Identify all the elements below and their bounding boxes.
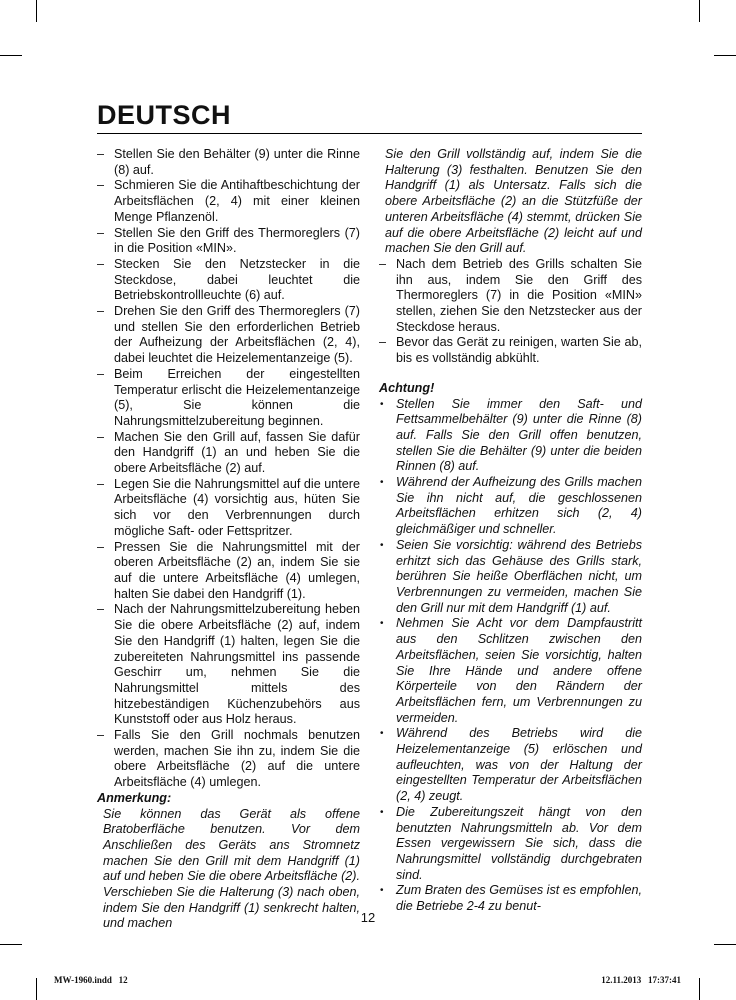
instruction-item: – Bevor das Gerät zu reinigen, warten Sie ab, bis es vollständig abkühlt. [379, 335, 642, 366]
warning-item: • Seien Sie vorsichtig: während des Betriebs erhitzt sich das Gehäuse des Grills stark, berühren Sie heiße Oberflächen nicht, um Verbrennungen zu vermeiden, machen Sie den Grill nur mit dem Handgriff (1) auf. [379, 538, 642, 617]
instruction-item: – Falls Sie den Grill nochmals benutzen werden, machen Sie ihn zu, indem Sie die obere Arbeitsfläche (2) auf die untere Arbeitsfläche (4) umlegen. [97, 728, 360, 791]
instruction-item: – Nach der Nahrungsmittelzubereitung heben Sie die obere Arbeitsfläche (2) auf, indem Sie den Handgriff (1) halten, legen Sie die zubereiteten Nahrungsmittel ins passende Geschirr um, nehmen Sie die Nahrungsmittel mittels des hitzebeständigen Küchenzubehörs aus Kunststoff oder aus Holz heraus. [97, 602, 360, 728]
crop-mark [714, 944, 736, 945]
crop-mark [0, 55, 22, 56]
note-title: Anmerkung: [97, 790, 172, 805]
crop-mark [699, 978, 700, 1000]
instruction-item: – Stellen Sie den Behälter (9) unter die Rinne (8) auf. [97, 147, 360, 178]
instruction-item: – Machen Sie den Grill auf, fassen Sie dafür den Handgriff (1) an und heben Sie die obere Arbeitsfläche (2) auf. [97, 430, 360, 477]
warning-item: • Nehmen Sie Acht vor dem Dampfaustritt aus den Schlitzen zwischen den Arbeitsflächen, seien Sie vorsichtig, halten Sie Ihre Hände und andere offene Körperteile von den Rändern der Arbeitsflächen fern, um Verbrennungen zu vermeiden. [379, 616, 642, 726]
heading-rule [97, 133, 642, 134]
instruction-item: – Nach dem Betrieb des Grills schalten Sie ihn aus, indem Sie den Griff des Thermoreglers (7) in die Position «MIN» stellen, ziehen Sie den Netzstecker aus der Steckdose heraus. [379, 257, 642, 336]
crop-mark [699, 0, 700, 22]
section-heading: DEUTSCH [97, 100, 232, 130]
warning-item: • Während der Aufheizung des Grills machen Sie ihn nicht auf, die geschlossenen Arbeitsflächen erhitzen sich (2, 4) gleichmäßiger und schneller. [379, 475, 642, 538]
warning-item: • Die Zubereitungszeit hängt von den benutzten Nahrungsmitteln ab. Vor dem Essen vergewissern Sie sich, dass die Nahrungsmittel vollständig durchgebraten sind. [379, 805, 642, 884]
instruction-item: – Beim Erreichen der eingestellten Temperatur erlischt die Heizelementanzeige (5), Sie können die Nahrungsmittelzubereitung beginnen. [97, 367, 360, 430]
crop-mark [36, 0, 37, 22]
instruction-item: – Schmieren Sie die Antihaftbeschichtung der Arbeitsflächen (2, 4) mit einer kleinen Menge Pflanzenöl. [97, 178, 360, 225]
instruction-item: – Stecken Sie den Netzstecker in die Steckdose, dabei leuchtet die Betriebskontrollleuchte (6) auf. [97, 257, 360, 304]
spacer [379, 367, 642, 381]
crop-mark [0, 944, 22, 945]
warning-item: • Stellen Sie immer den Saft- und Fettsammelbehälter (9) unter die Rinne (8) auf. Falls Sie den Grill offen benutzen, stellen Sie die Behälter (9) unter die beiden Rinnen (8) auf. [379, 397, 642, 476]
crop-mark [36, 978, 37, 1000]
print-timestamp: 12.11.2013 17:37:41 [601, 975, 681, 985]
file-slug: MW-1960.indd 12 [54, 975, 128, 985]
right-column [379, 147, 642, 915]
warning-item: • Zum Braten des Gemüses ist es empfohlen, die Betriebe 2-4 zu benut- [379, 883, 642, 914]
page-number: 12 [360, 910, 376, 925]
instruction-list [97, 147, 360, 791]
note-continuation: Sie den Grill vollständig auf, indem Sie die Halterung (3) festhalten. Benutzen Sie den Handgriff (1) als Untersatz. Falls sich die obere Arbeitsfläche (2) an die Stützfüße der unteren Arbeitsfläche (4) stemmt, drücken Sie auf die obere Arbeitsfläche (2) leicht auf und machen Sie den Grill auf. [385, 147, 642, 256]
instruction-item: – Drehen Sie den Griff des Thermoreglers (7) und stellen Sie den erforderlichen Betrieb der Aufheizung der Arbeitsflächen (2, 4), dabei leuchtet die Heizelementanzeige (5). [97, 304, 360, 367]
note-text: Sie können das Gerät als offene Bratoberfläche benutzen. Vor dem Anschließen des Geräts ans Stromnetz machen Sie den Grill mit dem Handgriff (1) auf und heben Sie die obere Arbeitsfläche (2). Verschieben Sie die Halterung (3) nach oben, indem Sie den Handgriff (1) senkrecht halten, und machen [103, 806, 360, 931]
instruction-item: – Stellen Sie den Griff des Thermoreglers (7) in die Position «MIN». [97, 226, 360, 257]
left-column [97, 147, 360, 932]
instruction-list [379, 257, 642, 367]
warning-item: • Während des Betriebs wird die Heizelementanzeige (5) erlöschen und aufleuchten, was von der Haltung der eingestellten Temperatur der Arbeitsflächen (2, 4) zeugt. [379, 726, 642, 805]
warning-list [379, 397, 642, 915]
instruction-item: – Legen Sie die Nahrungsmittel auf die untere Arbeitsfläche (4) vorsichtig aus, hüten Sie sich vor den Verbrennungen durch mögliche Saft- oder Fettspritzer. [97, 477, 360, 540]
crop-mark [714, 55, 736, 56]
instruction-item: – Pressen Sie die Nahrungsmittel mit der oberen Arbeitsfläche (2) an, indem Sie sie auf die untere Arbeitsfläche (4) umlegen, halten Sie dabei den Handgriff (1). [97, 540, 360, 603]
warning-title: Achtung! [379, 380, 435, 395]
